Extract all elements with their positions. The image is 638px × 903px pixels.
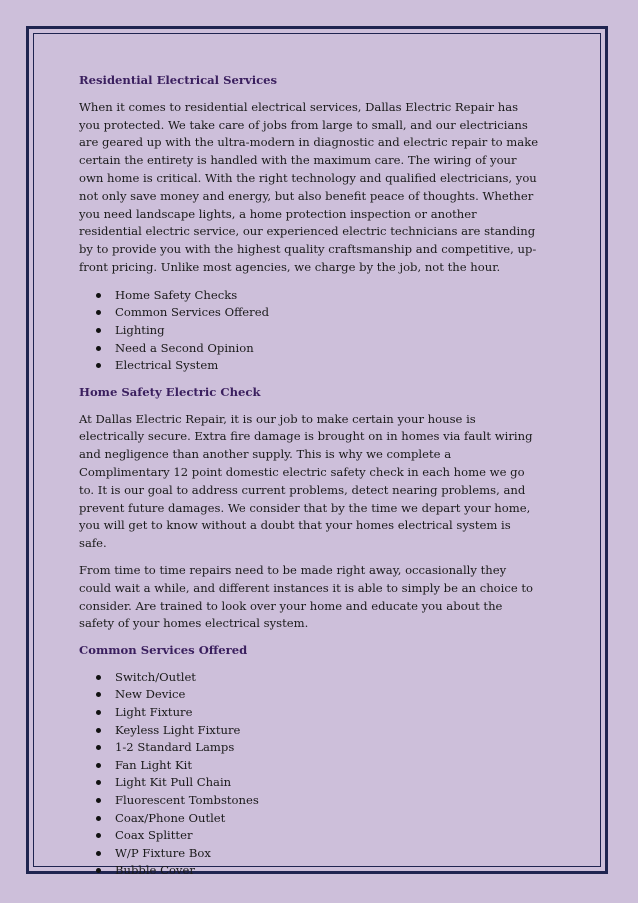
list-item-label: 1-2 Standard Lamps	[115, 740, 235, 755]
bullet-icon	[96, 798, 101, 803]
list-item-label: Fluorescent Tombstones	[115, 793, 259, 808]
list-item	[79, 686, 539, 704]
list-item-label: Light Kit Pull Chain	[115, 775, 232, 790]
list-item-label: Coax Splitter	[115, 828, 193, 843]
list-item	[79, 774, 539, 792]
list-item	[79, 322, 539, 340]
list-item	[79, 304, 539, 322]
bullet-icon	[96, 363, 101, 368]
heading-safety: Home Safety Electric Check	[79, 384, 261, 399]
paragraph-safety-1: At Dallas Electric Repair, it is our job to make certain your house is electrically secure. Extra fire damage is brought on in homes via fault wiring and negligence than another supply. This is why we complete a Complimentary 12 point domestic electric safety check in each home we go to. It is our goal to address current problems, detect nearing problems, and prevent future damages. We consider that by the time we depart your home, you will get to know without a doubt that your homes electrical system is safe.	[79, 411, 533, 551]
list-item	[79, 722, 539, 740]
bullet-icon	[96, 745, 101, 750]
list-item	[79, 704, 539, 722]
bullet-icon	[96, 816, 101, 821]
list-item	[79, 792, 539, 810]
list-item-label: Electrical System	[115, 358, 219, 373]
list-item-label: Fan Light Kit	[115, 757, 192, 772]
paragraph-residential: When it comes to residential electrical services, Dallas Electric Repair has you protected. We take care of jobs from large to small, and our electricians are geared up with the ultra-modern in diagnostic and electric repair to make certain the entirety is handled with the maximum care. The wiring of your own home is critical. With the right technology and qualified electricians, you not only save money and energy, but also benefit peace of thoughts. Whether you need landscape lights, a home protection inspection or another residential electric service, our experienced electric technicians are standing by to provide you with the highest quality craftsmanship and competitive, up-front pricing. Unlike most agencies, we charge by the job, not the hour.	[79, 99, 539, 274]
bullet-icon	[96, 692, 101, 697]
bullet-icon	[96, 675, 101, 680]
list-item	[79, 827, 539, 845]
list-item-label: Coax/Phone Outlet	[115, 810, 226, 825]
bullet-icon	[96, 763, 101, 768]
heading-residential: Residential Electrical Services	[79, 73, 278, 87]
list-item	[79, 739, 539, 757]
heading-common: Common Services Offered	[79, 643, 248, 658]
paragraph-safety-2: From time to time repairs need to be made right away, occasionally they could wait a while, and different instances it is able to simply be an choice to consider. Are trained to look over your home and educate you about the safety of your homes electrical system.	[79, 562, 534, 631]
list-item-label: Bubble Cover	[115, 863, 195, 878]
bullet-icon	[96, 328, 101, 333]
list-item-label: Switch/Outlet	[115, 669, 196, 684]
list-item	[79, 287, 539, 305]
bullet-icon	[96, 728, 101, 733]
list-item-label: Home Safety Checks	[115, 287, 238, 302]
list-item-label: New Device	[115, 687, 186, 702]
list-item	[79, 357, 539, 375]
bullet-icon	[96, 293, 101, 298]
bullet-icon	[96, 780, 101, 785]
services-list	[79, 287, 539, 375]
list-item-label: Need a Second Opinion	[115, 340, 254, 355]
list-item-label: Light Fixture	[115, 705, 193, 720]
document-body	[79, 72, 539, 880]
bullet-icon	[96, 868, 101, 873]
list-item	[79, 669, 539, 687]
list-item	[79, 810, 539, 828]
list-item	[79, 340, 539, 358]
list-item	[79, 757, 539, 775]
bullet-icon	[96, 710, 101, 715]
bullet-icon	[96, 833, 101, 838]
bullet-icon	[96, 851, 101, 856]
list-item	[79, 862, 539, 880]
list-item-label: Keyless Light Fixture	[115, 722, 241, 737]
list-item-label: Lighting	[115, 322, 165, 337]
bullet-icon	[96, 346, 101, 351]
list-item	[79, 845, 539, 863]
common-services-list	[79, 669, 539, 880]
list-item-label: Common Services Offered	[115, 305, 269, 320]
list-item-label: W/P Fixture Box	[115, 845, 211, 860]
bullet-icon	[96, 310, 101, 315]
